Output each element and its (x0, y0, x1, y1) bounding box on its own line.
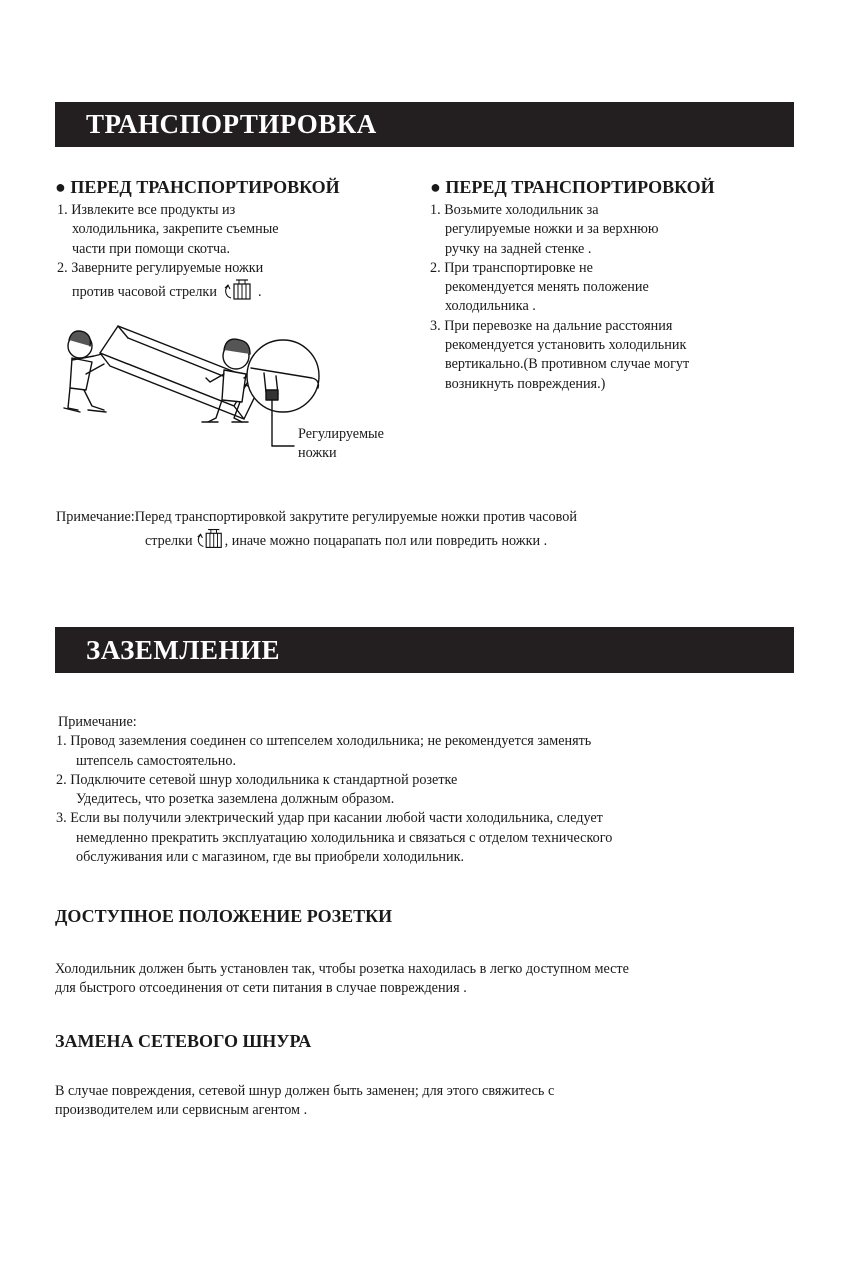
adjustable-legs-label-line-2: ножки (298, 445, 337, 461)
left-item-2-text: против часовой стрелки (72, 284, 217, 301)
section-title-grounding (55, 627, 794, 673)
cord-replacement-heading: ЗАМЕНА СЕТЕВОГО ШНУРА (55, 1031, 312, 1051)
socket-position-line-2: для быстрого отсоединения от сети питания в случае повреждения . (55, 980, 467, 997)
left-item-1-line-2: холодильника, закрепите съемные (72, 221, 279, 238)
section-title-transport (55, 102, 794, 147)
grounding-item-3-line-1: 3. Если вы получили электрический удар при касании любой части холодильника, следует (56, 810, 603, 827)
socket-position-line-1: Холодильник должен быть установлен так, чтобы розетка находилась в легко доступном месте (55, 961, 629, 977)
section-title-grounding-text: ЗАЗЕМЛЕНИЕ (86, 634, 280, 665)
transport-note-line-2 (56, 527, 577, 551)
right-item-2-line-1: 2. При транспортировке не (430, 259, 593, 276)
transport-note-line-2-start: стрелки (145, 533, 193, 550)
cord-replacement-line-2: производителем или сервисным агентом . (55, 1102, 308, 1119)
left-item-1-line-1: 1. Извлеките все продукты из (57, 202, 236, 218)
grounding-item-1-line-2: штепсель самостоятельно. (76, 752, 237, 769)
socket-position-text (55, 960, 629, 999)
grounding-item-3-line-2: немедленно прекратить эксплуатацию холодильника и связаться с отделом технического (76, 829, 613, 846)
right-item-3-line-1: 3. При перевозке на дальние расстояния (430, 317, 673, 334)
right-item-1-line-1: 1. Возьмите холодильник за (430, 202, 599, 218)
right-item-2-line-3: холодильника . (445, 298, 536, 315)
left-column-heading: ● ПЕРЕД ТРАНСПОРТИРОВКОЙ (55, 177, 340, 197)
transport-note-line-1: Примечание:Перед транспортировкой закрутите регулируемые ножки против часовой (56, 509, 577, 525)
right-item-1-line-2: регулируемые ножки и за верхнюю (445, 221, 659, 238)
right-item-2-line-2: рекомендуется менять положение (445, 279, 649, 296)
left-item-2-line-2 (57, 278, 279, 302)
right-item-1-line-3: ручку на задней стенке . (445, 240, 592, 257)
grounding-notes (56, 713, 612, 867)
transport-note-line-2-end: , иначе можно поцарапать пол или повредить ножки . (224, 533, 548, 550)
right-column-list (430, 201, 689, 394)
left-item-2-line-1: 2. Заверните регулируемые ножки (57, 259, 264, 276)
grounding-note-label: Примечание: (58, 714, 137, 730)
counterclockwise-leg-icon (220, 278, 254, 300)
grounding-item-1-line-1: 1. Провод заземления соединен со штепселем холодильника; не рекомендуется заменять (56, 733, 592, 750)
grounding-item-2-line-2: Удедитесь, что розетка заземлена должным образом. (76, 791, 395, 808)
right-item-3-line-2: рекомендуется установить холодильник (445, 337, 687, 354)
left-item-2-end: . (258, 284, 262, 301)
transport-note (56, 508, 577, 552)
adjustable-legs-label (298, 425, 384, 463)
right-item-3-line-3: вертикально.(В противном случае могут (445, 356, 690, 373)
adjustable-legs-label-line-1: Регулируемые (298, 426, 384, 442)
socket-position-heading: ДОСТУПНОЕ ПОЛОЖЕНИЕ РОЗЕТКИ (55, 906, 393, 926)
section-title-transport-text: ТРАНСПОРТИРОВКА (86, 109, 377, 139)
right-column-heading: ● ПЕРЕД ТРАНСПОРТИРОВКОЙ (430, 177, 715, 197)
grounding-item-2-line-1: 2. Подключите сетевой шнур холодильника к стандартной розетке (56, 771, 458, 788)
left-item-1-line-3: части при помощи скотча. (72, 240, 231, 257)
grounding-item-3-line-3: обслуживания или с магазином, где вы приобрели холодильник. (76, 849, 465, 866)
cord-replacement-line-1: В случае повреждения, сетевой шнур должен быть заменен; для этого свяжитесь с (55, 1083, 555, 1099)
left-column-list (57, 201, 279, 302)
counterclockwise-leg-icon (193, 527, 225, 549)
carrying-refrigerator-illustration (58, 318, 328, 463)
right-item-3-line-4: возникнуть повреждения.) (445, 375, 606, 392)
cord-replacement-text (55, 1082, 554, 1121)
